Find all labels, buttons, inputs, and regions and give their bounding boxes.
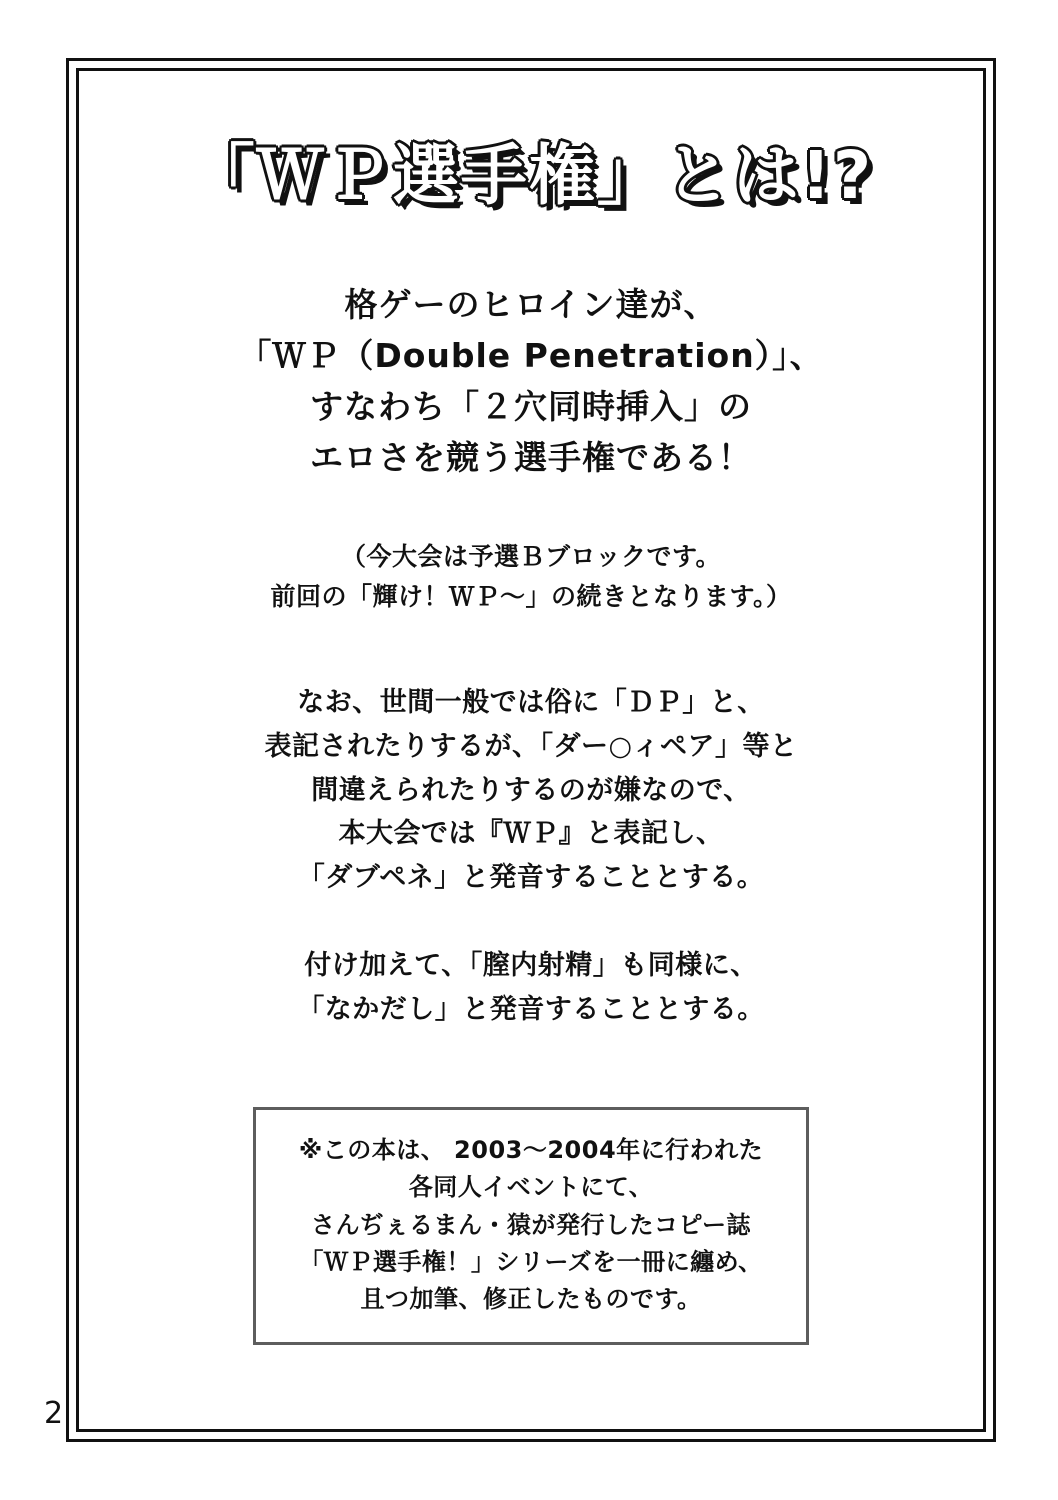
lead-line: 「ＷＰ（Double Penetration）」、 bbox=[238, 335, 824, 375]
lead-line: エロさを競う選手権である！ bbox=[310, 438, 752, 478]
footnote-box bbox=[253, 1107, 809, 1345]
page-content bbox=[80, 68, 982, 1432]
body-line: 「なかだし」と発音することとする。 bbox=[297, 993, 765, 1025]
body-paragraph-2 bbox=[116, 944, 946, 1031]
footnote-line: さんぢぇるまん・猿が発行したコピー誌 bbox=[310, 1210, 752, 1239]
body-line: 本大会では『ＷＰ』と表記し、 bbox=[338, 818, 724, 850]
footnote-line: 各同人イベントにて、 bbox=[408, 1173, 654, 1202]
body-paragraph-1 bbox=[116, 681, 946, 900]
footnote-line: 「ＷＰ選手権！」シリーズを一冊に纏め、 bbox=[299, 1247, 763, 1276]
lead-paragraph bbox=[116, 279, 946, 484]
note-line: 前回の「輝け！ＷＰ〜」の続きとなります。） bbox=[270, 582, 792, 612]
lead-line: すなわち「２穴同時挿入」の bbox=[310, 386, 752, 426]
page-title: 「ＷＰ選手権」とは!? bbox=[188, 137, 874, 214]
note-paragraph bbox=[116, 537, 946, 617]
page-number: 2 bbox=[44, 1396, 64, 1431]
footnote-line: 且つ加筆、修正したものです。 bbox=[360, 1285, 702, 1314]
body-line: なお、世間一般では俗に「ＤＰ」と、 bbox=[297, 687, 765, 719]
note-line: （今大会は予選Ｂブロックです。 bbox=[340, 542, 721, 572]
footnote-line: ※この本は、 2003〜2004年に行われた bbox=[298, 1136, 764, 1165]
body-line: 表記されたりするが、「ダー○ィペア」等と bbox=[264, 730, 798, 762]
lead-line: 格ゲーのヒロイン達が、 bbox=[344, 284, 718, 324]
body-line: 間違えられたりするのが嫌なので、 bbox=[311, 774, 751, 806]
body-line: 「ダブペネ」と発音することとする。 bbox=[297, 862, 765, 894]
body-line: 付け加えて、「膣内射精」も同様に、 bbox=[304, 949, 758, 981]
